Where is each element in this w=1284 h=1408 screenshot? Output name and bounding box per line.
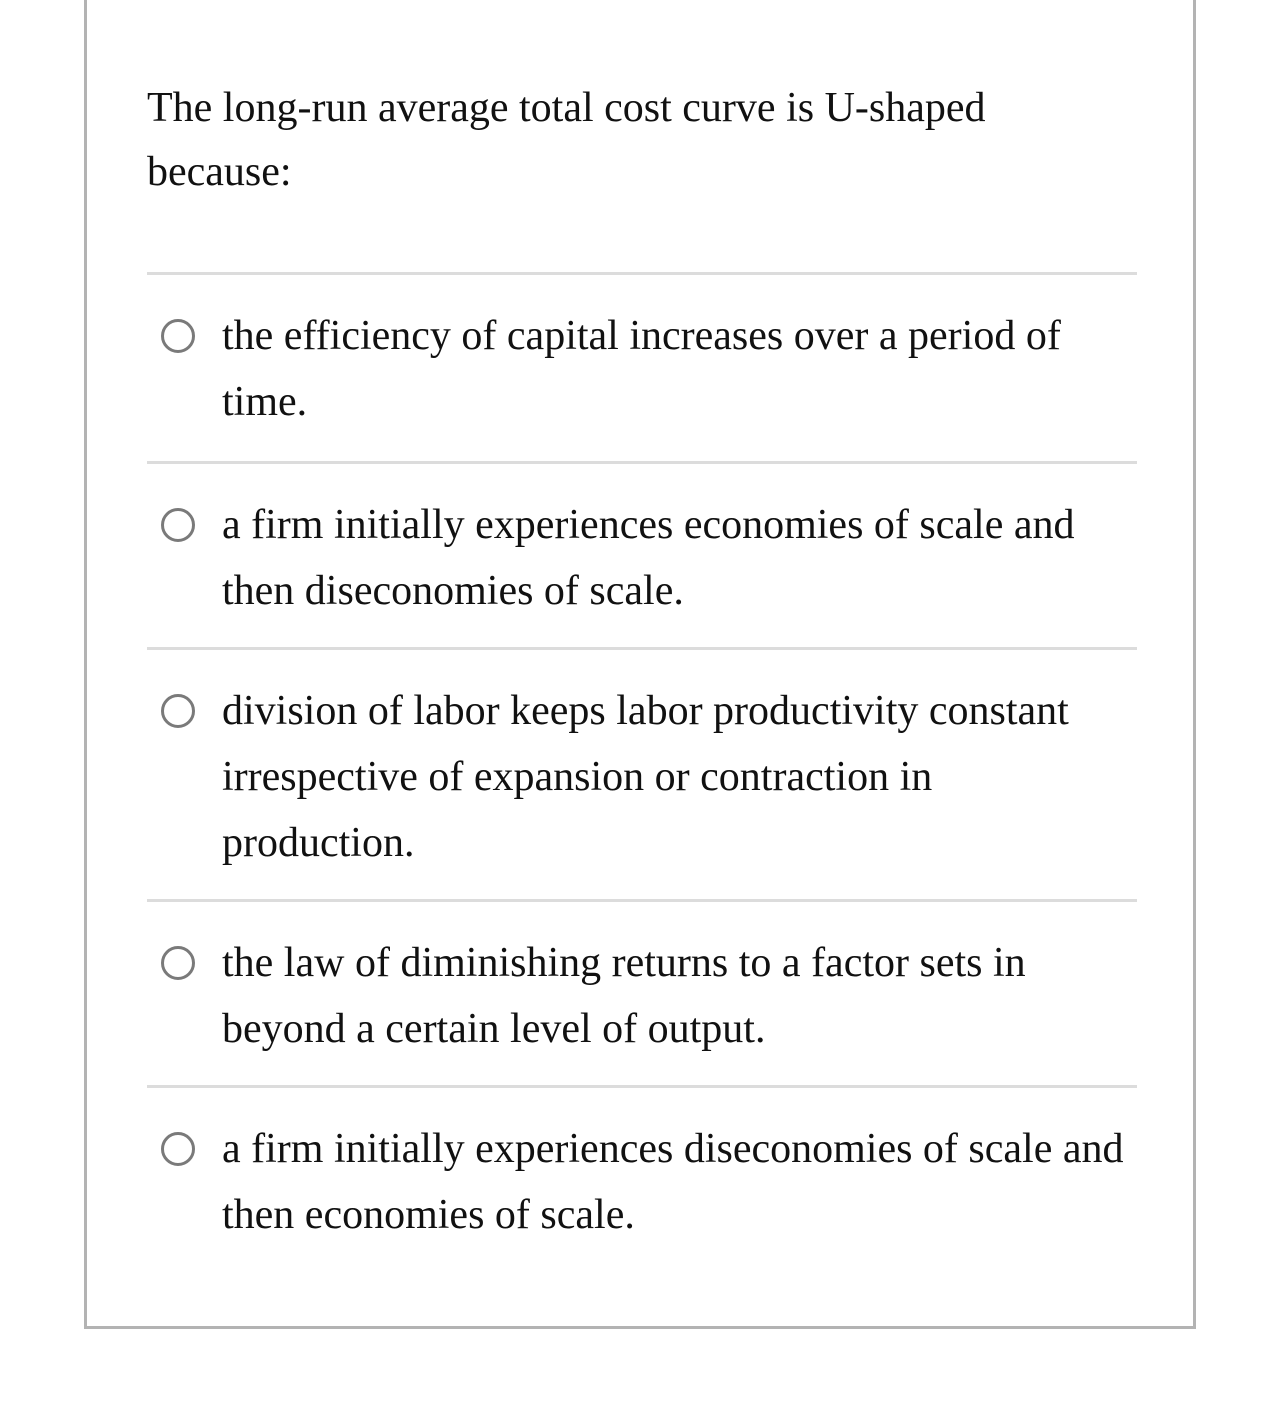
option-5[interactable] [147,1085,1137,1271]
radio-button-icon[interactable] [161,1132,195,1166]
radio-button-icon[interactable] [161,319,195,353]
radio-button-icon[interactable] [161,946,195,980]
option-3[interactable] [147,647,1137,899]
option-label: the efficiency of capital increases over a period of time. [222,313,1061,425]
radio-button-icon[interactable] [161,508,195,542]
question-text: The long-run average total cost curve is U-shaped because: [147,85,986,195]
option-1[interactable] [147,272,1137,461]
option-label: the law of diminishing returns to a factor sets in beyond a certain level of output. [222,940,1026,1052]
radio-button-icon[interactable] [161,694,195,728]
option-4[interactable] [147,899,1137,1085]
answer-options [147,272,1137,1271]
option-label: a firm initially experiences diseconomies of scale and then economies of scale. [222,1126,1124,1238]
option-label: a firm initially experiences economies of scale and then diseconomies of scale. [222,502,1075,614]
option-label: division of labor keeps labor productivity constant irrespective of expansion or contraction in production. [222,688,1069,866]
option-2[interactable] [147,461,1137,647]
